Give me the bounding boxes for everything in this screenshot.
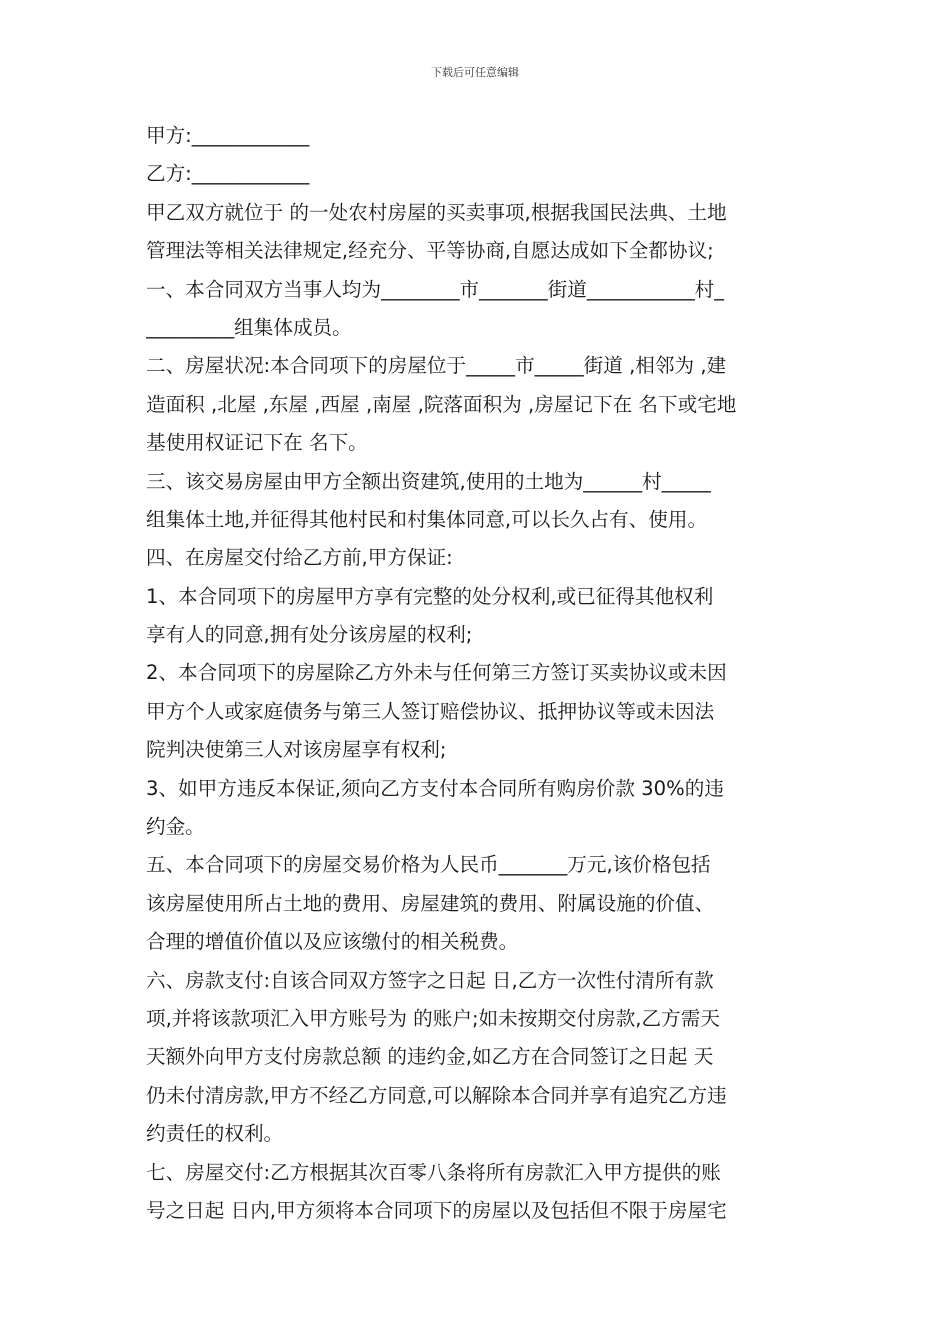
clause-2-line: 二、房屋状况:本合同项下的房屋位于_____市_____街道 ,相邻为 ,建	[146, 354, 727, 378]
clause-7-line: 七、房屋交付:乙方根据其次百零八条将所有房款汇入甲方提供的账	[146, 1160, 721, 1184]
text-line: 3、如甲方违反本保证,须向乙方支付本合同所有购房价款 30%的违	[146, 776, 724, 800]
text-line: 甲方个人或家庭债务与第三人签订赔偿协议、抵押协议等或未因法	[146, 699, 715, 723]
page-header: 下载后可任意编辑	[431, 66, 519, 79]
clause-4-line: 四、在房屋交付给乙方前,甲方保证:	[146, 546, 453, 570]
text-line: 基使用权证记下在 名下。	[146, 431, 368, 455]
text-line: 组集体土地,并征得其他村民和村集体同意,可以长久占有、使用。	[146, 507, 708, 531]
text-line: 甲乙双方就位于 的一处农村房屋的买卖事项,根据我国民法典、土地	[146, 200, 727, 224]
text-line: 约金。	[146, 815, 205, 839]
text-line: 1、本合同项下的房屋甲方享有完整的处分权利,或已征得其他权利	[146, 584, 714, 608]
text-line: 2、本合同项下的房屋除乙方外未与任何第三方签订买卖协议或未因	[146, 661, 727, 685]
contract-body	[146, 117, 812, 1230]
text-line: 造面积 ,北屋 ,东屋 ,西屋 ,南屋 ,院落面积为 ,房屋记下在 名下或宅地	[146, 392, 737, 416]
text-line: 天额外向甲方支付房款总额 的违约金,如乙方在合同签订之日起 天	[146, 1045, 714, 1069]
party-b-line: 乙方:____________	[146, 162, 310, 186]
text-line: 享有人的同意,拥有处分该房屋的权利;	[146, 623, 473, 647]
text-line: 项,并将该款项汇入甲方账号为 的账户;如未按期交付房款,乙方需天	[146, 1006, 720, 1030]
text-line: 管理法等相关法律规定,经充分、平等协商,自愿达成如下全都协议;	[146, 239, 714, 263]
text-line: 合理的增值价值以及应该缴付的相关税费。	[146, 930, 519, 954]
text-line: 该房屋使用所占土地的费用、房屋建筑的费用、附属设施的价值、	[146, 891, 715, 915]
clause-3-line: 三、该交易房屋由甲方全额出资建筑,使用的土地为______村_____	[146, 469, 711, 493]
text-line: 院判决使第三人对该房屋享有权利;	[146, 738, 447, 762]
clause-6-line: 六、房款支付:自该合同双方签字之日起 日,乙方一次性付清所有款	[146, 968, 714, 992]
text-line: 号之日起 日内,甲方须将本合同项下的房屋以及包括但不限于房屋宅	[146, 1198, 727, 1222]
text-line: 约责任的权利。	[146, 1122, 284, 1146]
clause-5-line: 五、本合同项下的房屋交易价格为人民币_______万元,该价格包括	[146, 853, 711, 877]
clause-1-line: 一、本合同双方当事人均为________市_______街道___________村_	[146, 277, 725, 301]
party-a-line: 甲方:____________	[146, 124, 310, 147]
text-line: _________组集体成员。	[146, 315, 352, 339]
text-line: 仍未付清房款,甲方不经乙方同意,可以解除本合同并享有追究乙方违	[146, 1083, 727, 1107]
